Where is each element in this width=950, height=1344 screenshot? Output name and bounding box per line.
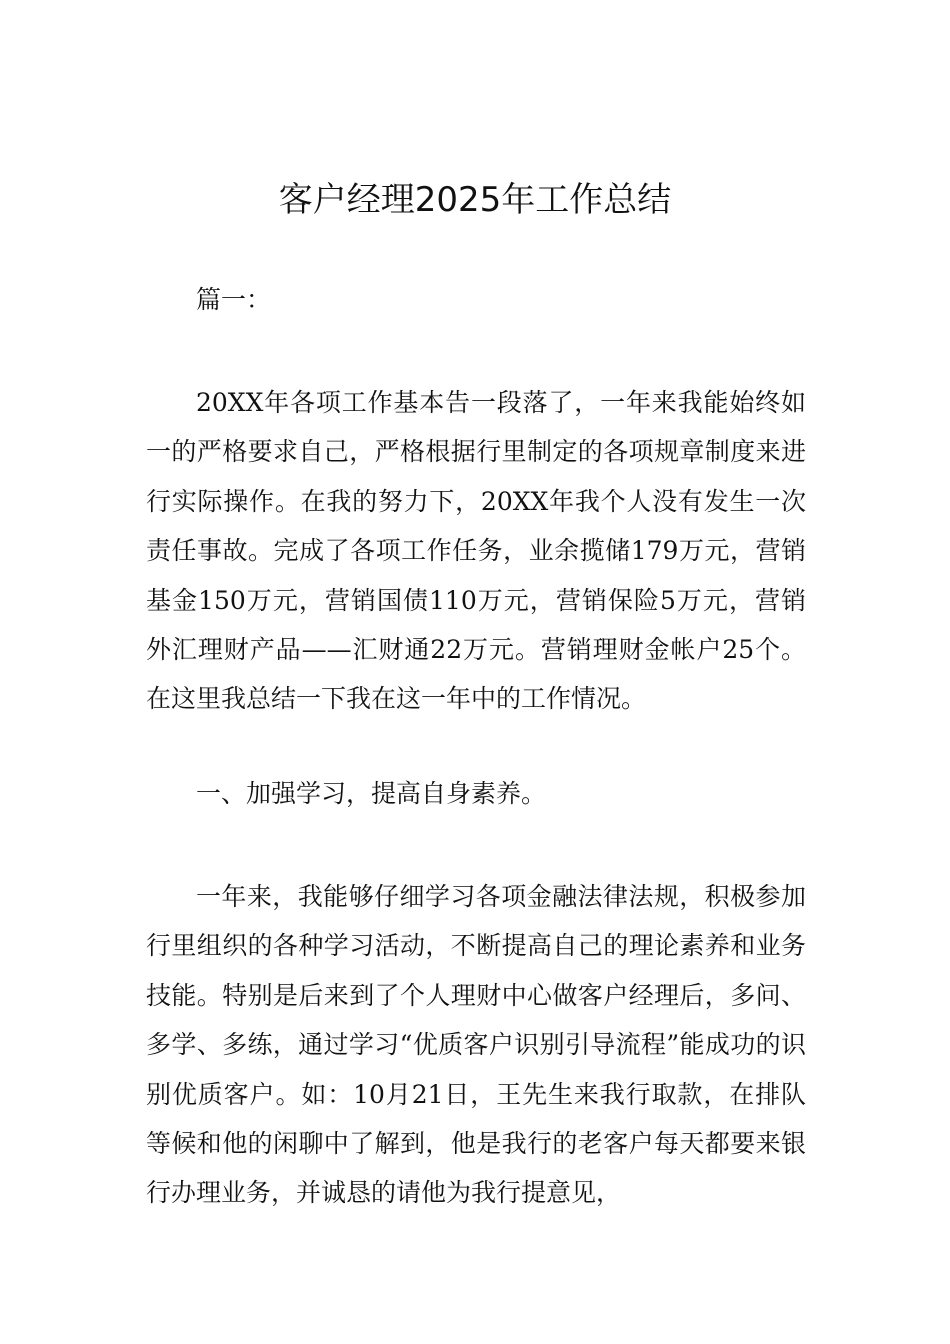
section-heading-learning: 一、加强学习，提高自身素养。	[196, 779, 547, 808]
paragraph-summary: 20XX年各项工作基本告一段落了，一年来我能始终如一的严格要求自己，严格根据行里制定的各项规章制度来进行实际操作。在我的努力下，20XX年我个人没有发生一次责任事故。完成了各项工作任务，业余揽储179万元，营销基金150万元，营销国债110万元，营销保险5万元，营销外汇理财产品——汇财通22万元。营销理财金帐户25个。在这里我总结一下我在这一年中的工作情况。	[146, 388, 806, 714]
paragraph-learning: 一年来，我能够仔细学习各项金融法律法规，积极参加行里组织的各种学习活动，不断提高自己的理论素养和业务技能。特别是后来到了个人理财中心做客户经理后，多问、多学、多练，通过学习“优质客户识别引导流程”能成功的识别优质客户。如：10月21日，王先生来我行取款，在排队等候和他的闲聊中了解到，他是我行的老客户每天都要来银行办理业务，并诚恳的请他为我行提意见，	[146, 882, 806, 1208]
document-title: 客户经理2025年工作总结	[278, 180, 672, 220]
section-label: 篇一：	[196, 285, 272, 314]
